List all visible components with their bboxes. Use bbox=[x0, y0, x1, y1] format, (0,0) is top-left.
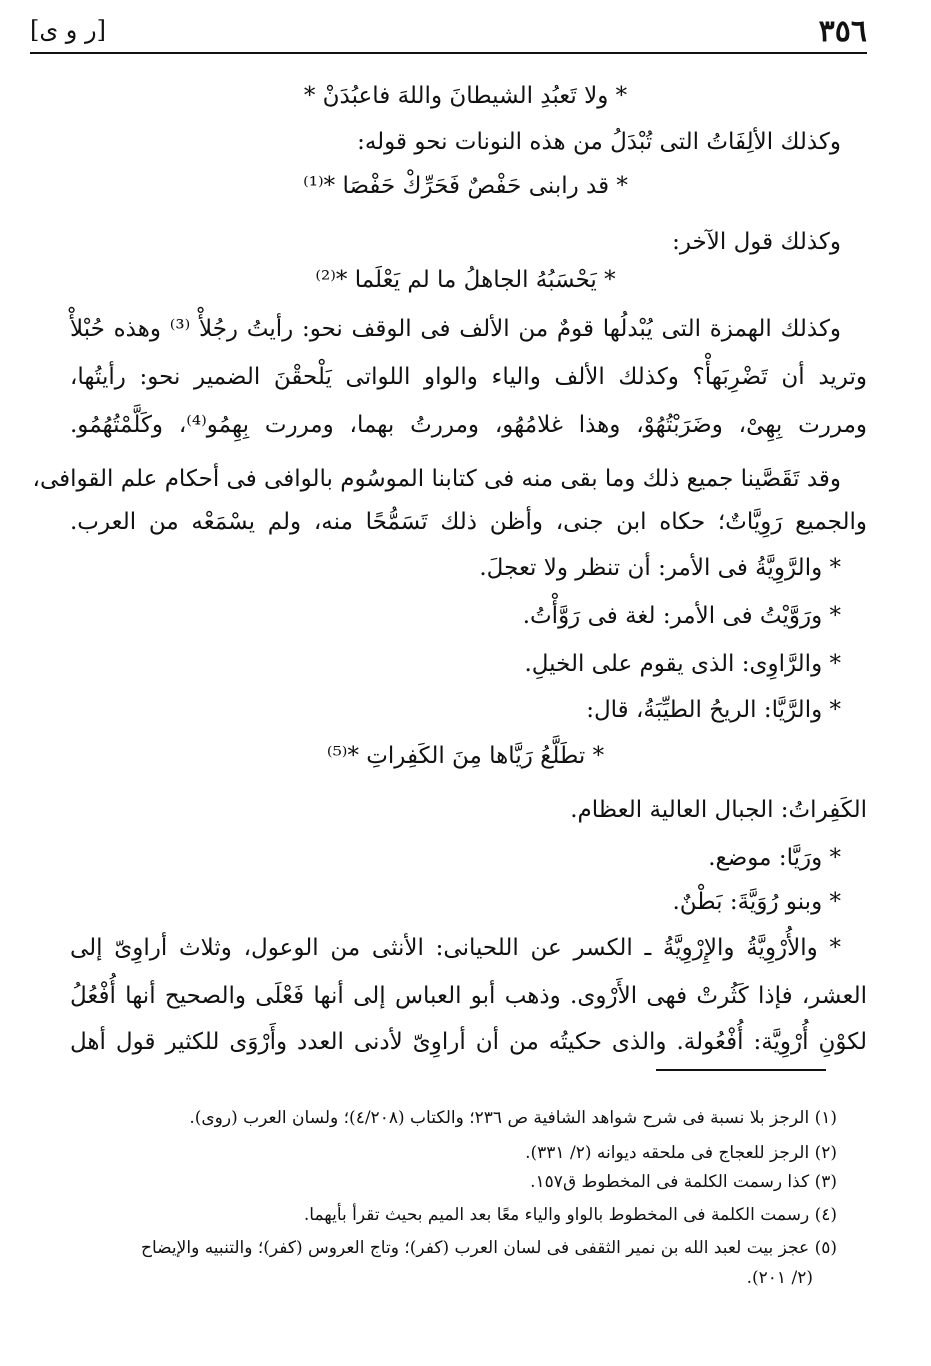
text-line: لكوْنِ أُرْوِيَّة: أُفْعُولة. والذى حكيتُه من أن أراوِىّ لأدنى العدد وأَرْوَى للكثير قول أهل bbox=[70, 1029, 867, 1055]
verse-line: * ولا تَعبُدِ الشيطانَ واللهَ فاعبُدَنْ * bbox=[303, 83, 628, 109]
header-rule bbox=[30, 52, 867, 54]
root-tag: [ر و ى] bbox=[30, 16, 106, 44]
footnote: (٣) كذا رسمت الكلمة فى المخطوط ق١٥٧. bbox=[530, 1172, 837, 1192]
verse-line: * تطَلَّعُ رَيَّاها مِنَ الكَفِراتِ *⁽⁵⁾ bbox=[326, 743, 605, 769]
verse-line: * قد رابنى حَفْصٌ فَحَرِّكْ حَفْصَا *⁽¹⁾ bbox=[303, 173, 628, 199]
text-line: والجميع رَوِيَّاتٌ؛ حكاه ابن جنى، وأظن ذلك تَسَمُّحًا منه، ولم يسْمَعْه من العرب. bbox=[70, 509, 867, 535]
footnote-rule bbox=[656, 1069, 826, 1071]
page-number: ٣٥٦ bbox=[818, 14, 867, 49]
entry-line: * والرَّاوِى: الذى يقوم على الخيلِ. bbox=[524, 651, 841, 677]
text-line: العشر، فإذا كَثُرتْ فهى الأَرْوى. وذهب أبو العباس إلى أنها فَعْلَى والصحيح أنها أُفْعُلُ bbox=[70, 983, 867, 1009]
text-line: وكذلك الهمزة التى يُبْدلُها قومٌ من الألف فى الوقف نحو: رأيتُ رجُلأْ ⁽³⁾ وهذه حُبْلأْ bbox=[70, 316, 841, 342]
footnote: (٤) رسمت الكلمة فى المخطوط بالواو والياء معًا بعد الميم بحيث تقرأ بأيهما. bbox=[303, 1205, 837, 1225]
footnote-continuation: (٢/ ٢٠١). bbox=[746, 1268, 813, 1288]
entry-line: * ورَوَّيْتُ فى الأمر: لغة فى رَوَّأْتُ. bbox=[522, 603, 841, 629]
footnote: (١) الرجز بلا نسبة فى شرح شواهد الشافية ص ٢٣٦؛ والكتاب (٤/٢٠٨)؛ ولسان العرب (روى). bbox=[189, 1108, 837, 1128]
entry-line: * ورَيَّا: موضع. bbox=[708, 845, 841, 871]
entry-line: * والأُرْوِيَّةُ والإِرْوِيَّةُ ـ الكسر عن اللحيانى: الأنثى من الوعول، وثلاث أراوِىّ إلى bbox=[70, 935, 841, 961]
text-line: الكَفِراتُ: الجبال العالية العظام. bbox=[570, 797, 867, 823]
footnote: (٢) الرجز للعجاج فى ملحقه ديوانه (٢/ ٣٣١). bbox=[525, 1143, 837, 1163]
text-line: وكذلك قول الآخر: bbox=[672, 229, 841, 255]
verse-line: * يَحْسَبُهُ الجاهلُ ما لم يَعْلَما *⁽²⁾ bbox=[315, 267, 616, 293]
footnote: (٥) عجز بيت لعبد الله بن نمير الثقفى فى لسان العرب (كفر)؛ وتاج العروس (كفر)؛ والتنبيه والإيضاح bbox=[141, 1238, 837, 1258]
entry-line: * والرَّوِيَّةُ فى الأمر: أن تنظر ولا تعجلَ. bbox=[479, 555, 841, 581]
text-line: وتريد أن تَضْرِبَهأْ؟ وكذلك الألف والياء والواو اللواتى يَلْحقْنَ الضمير نحو: رأيتُها، bbox=[70, 364, 867, 390]
text-line: ومررت بِهِىْ، وضَرَبْتُهُوْ، وهذا غلامُهُو، ومررتُ بهما، ومررت بِهِمُو⁽⁴⁾، وكَلَّمْتُهُمُو. bbox=[70, 412, 867, 438]
entry-line: * والرَّيَّا: الريحُ الطيِّبَةُ، قال: bbox=[586, 697, 841, 723]
entry-line: * وبنو رُوَيَّةَ: بَطْنٌ. bbox=[672, 889, 841, 915]
text-line: وكذلك الألِفَاتُ التى تُبْدَلُ من هذه النونات نحو قوله: bbox=[357, 129, 841, 155]
text-line: وقد تَقَصَّينا جميع ذلك وما بقى منه فى كتابنا الموسُوم بالوافى فى أحكام علم القوافى، bbox=[32, 466, 841, 492]
